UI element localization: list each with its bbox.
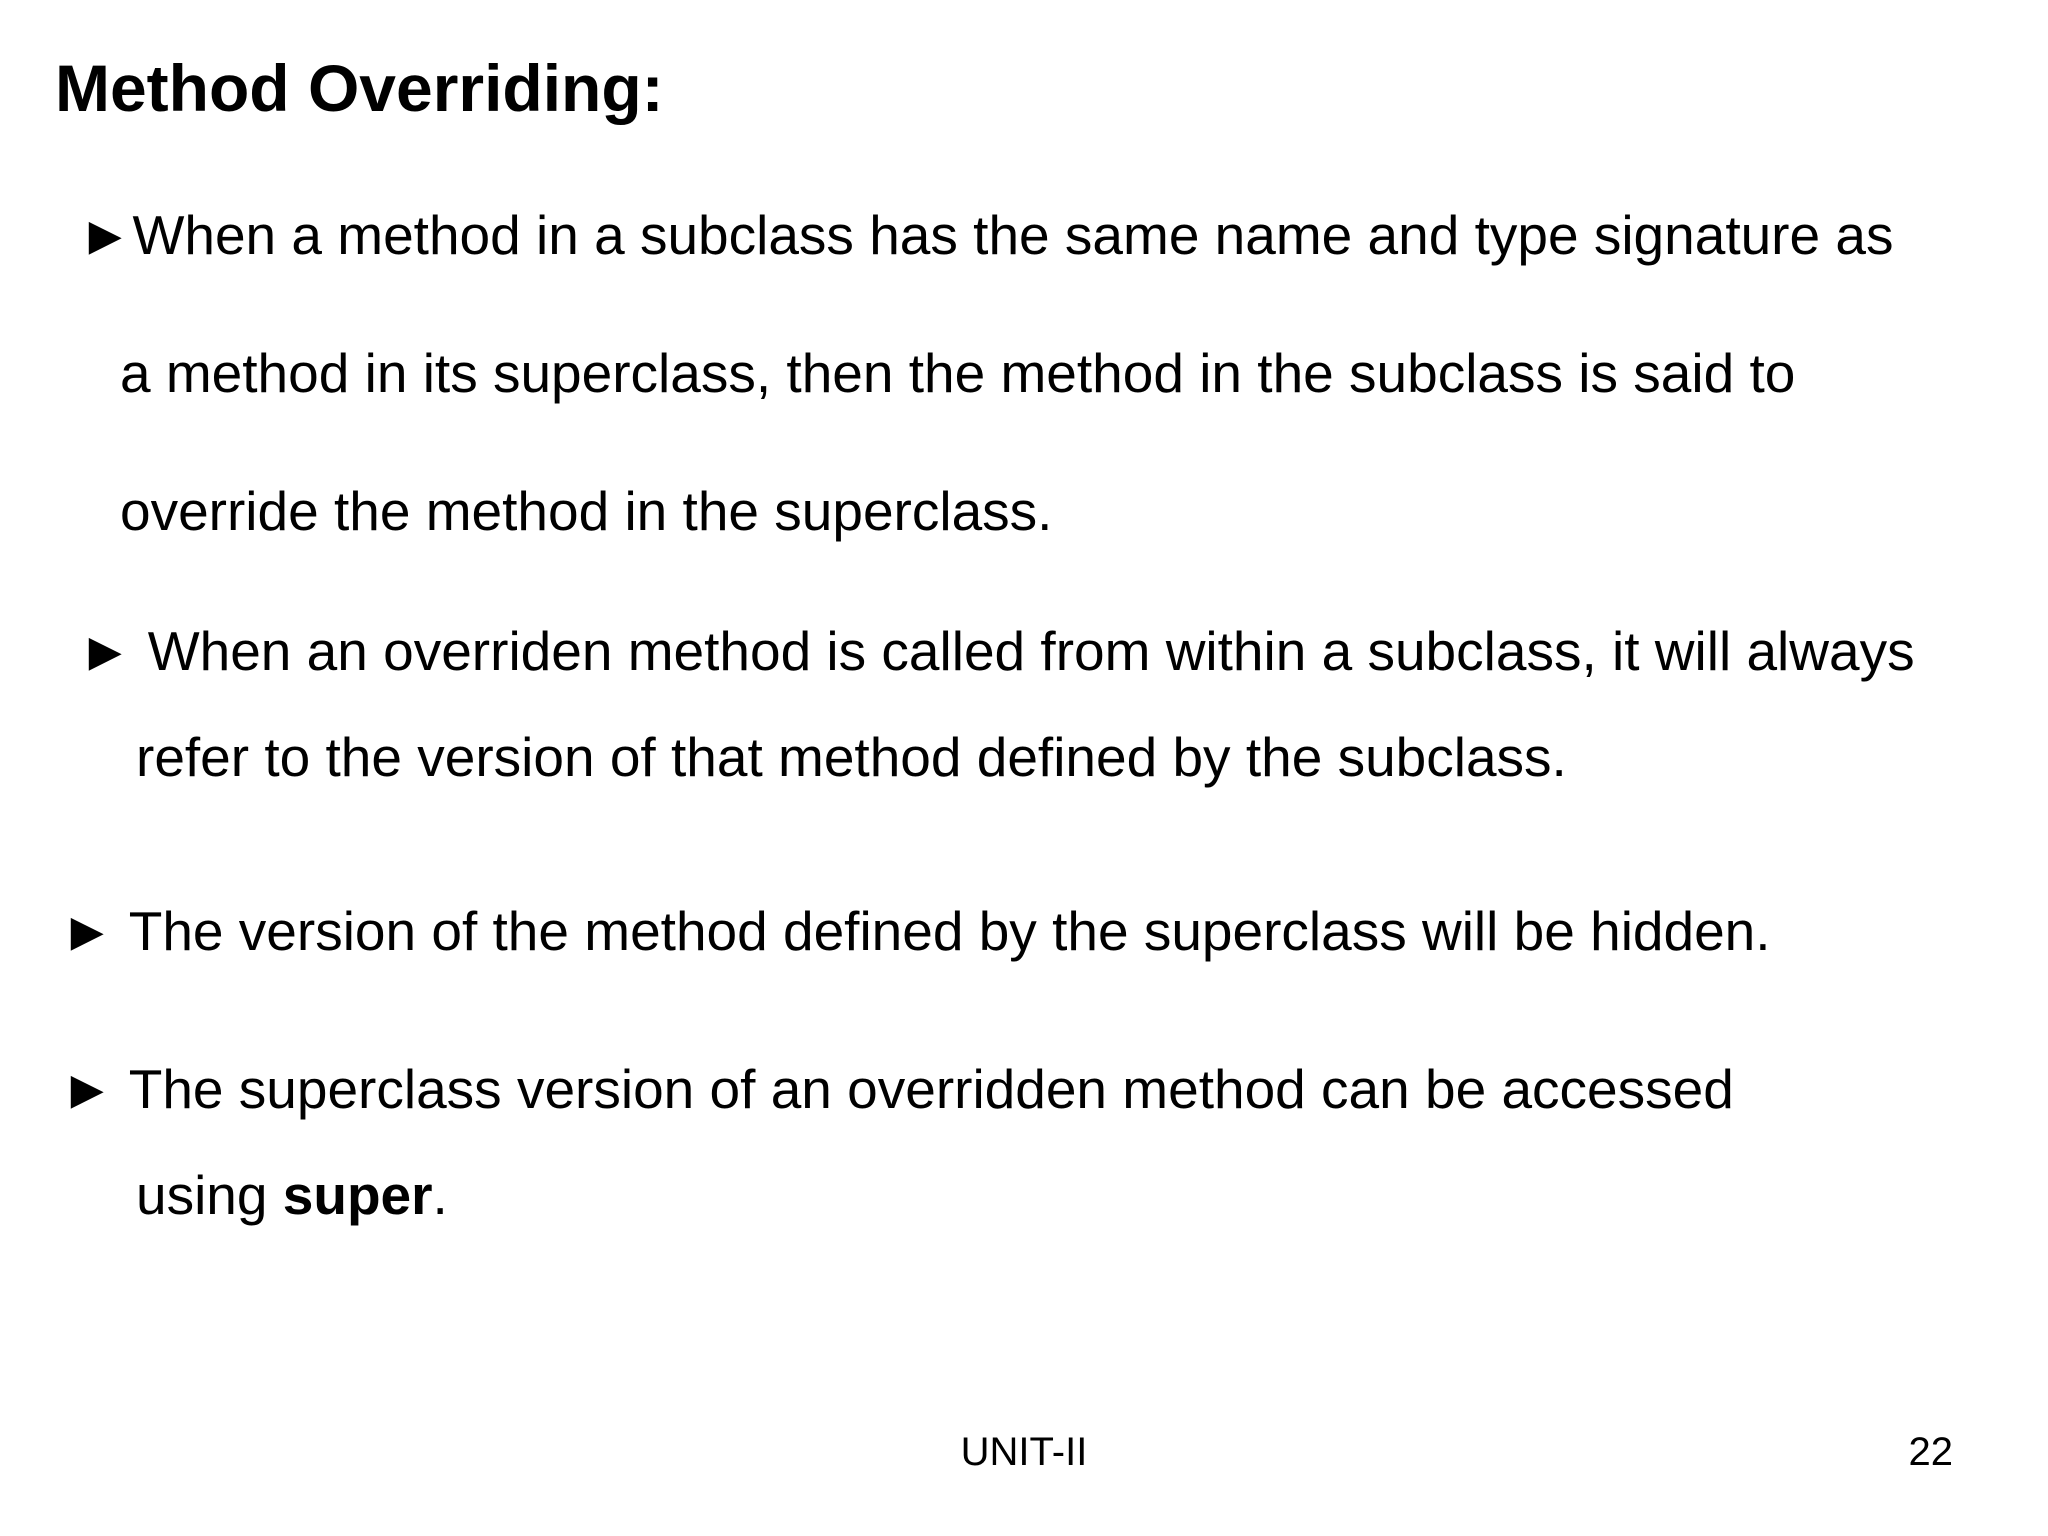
bullet-2-line-1 [78, 618, 1915, 684]
bullet-marker-icon: ► [60, 1058, 115, 1120]
bullet-marker-icon: ► [78, 204, 133, 266]
bullet-1-line-1 [78, 202, 1893, 268]
slide-title: Method Overriding: [55, 51, 664, 125]
bullet-4-suffix: . [432, 1164, 448, 1226]
bullet-4-prefix: using [136, 1164, 283, 1226]
bullet-3-line-1 [60, 898, 1771, 964]
bullet-4-text-1: The superclass version of an overridden method can be accessed [128, 1058, 1734, 1120]
super-keyword: super [282, 1164, 433, 1226]
bullet-1-line-2: a method in its superclass, then the method in the subclass is said to [120, 342, 1796, 404]
footer-unit-label: UNIT-II [960, 1430, 1088, 1474]
bullet-marker-icon: ► [60, 900, 115, 962]
bullet-2-line-2: refer to the version of that method defined by the subclass. [136, 726, 1567, 788]
bullet-marker-icon: ► [78, 620, 133, 682]
bullet-2-text-1: When an overriden method is called from within a subclass, it will always [147, 620, 1915, 682]
bullet-4-line-2 [136, 1162, 448, 1228]
page-number: 22 [1908, 1430, 1953, 1474]
bullet-1-line-3: override the method in the superclass. [120, 480, 1053, 542]
bullet-3-text-1: The version of the method defined by the superclass will be hidden. [128, 900, 1771, 962]
bullet-4-line-1 [60, 1056, 1734, 1122]
bullet-1-text-1: When a method in a subclass has the same name and type signature as [132, 204, 1894, 266]
